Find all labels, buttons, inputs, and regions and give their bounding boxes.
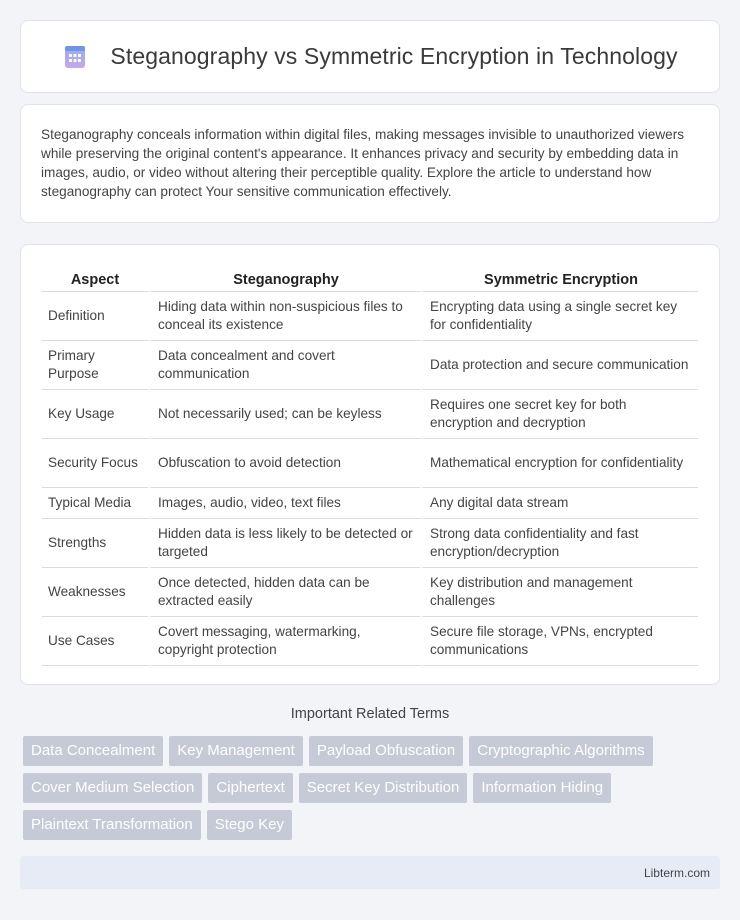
symmetric-cell: Key distribution and management challenges [420,568,698,617]
aspect-cell: Primary Purpose [42,341,148,390]
aspect-cell: Use Cases [42,617,148,666]
steganography-cell: Not necessarily used; can be keyless [148,390,420,439]
symmetric-cell: Secure file storage, VPNs, encrypted communications [420,617,698,666]
related-term-tag[interactable]: Data Concealment [23,736,163,766]
related-term-tag[interactable]: Ciphertext [208,773,292,803]
intro-card [20,104,720,223]
page-title: Steganography vs Symmetric Encryption in Technology [110,43,678,69]
related-term-tag[interactable]: Plaintext Transformation [23,810,201,840]
related-terms-tags [20,736,720,840]
related-terms-section [20,706,720,840]
related-terms-title: Important Related Terms [290,706,450,722]
intro-text: Steganography conceals information within digital files, making messages invisible to unauthorized viewers while preserving the original content's appearance. It enhances privacy and security by embedding data in images, audio, or video without altering their perceptible quality. Explore the article to understand how steganography can protect Your sensitive communication effectively. [41,127,685,199]
table-row [42,488,698,519]
related-term-tag[interactable]: Secret Key Distribution [299,773,468,803]
aspect-cell: Security Focus [42,439,148,488]
symmetric-cell: Any digital data stream [420,488,698,519]
related-term-tag[interactable]: Stego Key [207,810,292,840]
symmetric-cell: Mathematical encryption for confidentiality [420,439,698,488]
steganography-cell: Covert messaging, watermarking, copyright protection [148,617,420,666]
related-term-tag[interactable]: Information Hiding [473,773,611,803]
title-wrap [62,43,677,70]
aspect-cell: Typical Media [42,488,148,519]
header-steganography: Steganography [148,265,420,292]
header-card [20,20,720,93]
aspect-cell: Strengths [42,519,148,568]
table-row [42,292,698,341]
steganography-cell: Obfuscation to avoid detection [148,439,420,488]
footer [20,856,720,889]
table-row [42,519,698,568]
header-aspect: Aspect [42,265,148,292]
aspect-cell: Weaknesses [42,568,148,617]
steganography-cell: Hidden data is less likely to be detected or targeted [148,519,420,568]
symmetric-cell: Encrypting data using a single secret key for confidentiality [420,292,698,341]
steganography-cell: Images, audio, video, text files [148,488,420,519]
table-row [42,439,698,488]
aspect-cell: Key Usage [42,390,148,439]
symmetric-cell: Strong data confidentiality and fast encryption/decryption [420,519,698,568]
related-term-tag[interactable]: Key Management [169,736,303,766]
table-header-row [42,265,698,292]
symmetric-cell: Data protection and secure communication [420,341,698,390]
related-term-tag[interactable]: Cover Medium Selection [23,773,202,803]
related-term-tag[interactable]: Cryptographic Algorithms [469,736,653,766]
table-row [42,617,698,666]
steganography-cell: Data concealment and covert communication [148,341,420,390]
comparison-table [42,265,698,666]
table-row [42,390,698,439]
comparison-card [20,244,720,685]
footer-site-link[interactable]: Libterm.com [643,865,710,880]
header-symmetric-encryption: Symmetric Encryption [420,265,698,292]
related-term-tag[interactable]: Payload Obfuscation [309,736,463,766]
aspect-cell: Definition [42,292,148,341]
symmetric-cell: Requires one secret key for both encryption and decryption [420,390,698,439]
table-row [42,568,698,617]
steganography-cell: Once detected, hidden data can be extracted easily [148,568,420,617]
table-row [42,341,698,390]
calendar-grid-icon [62,44,88,70]
steganography-cell: Hiding data within non-suspicious files to conceal its existence [148,292,420,341]
